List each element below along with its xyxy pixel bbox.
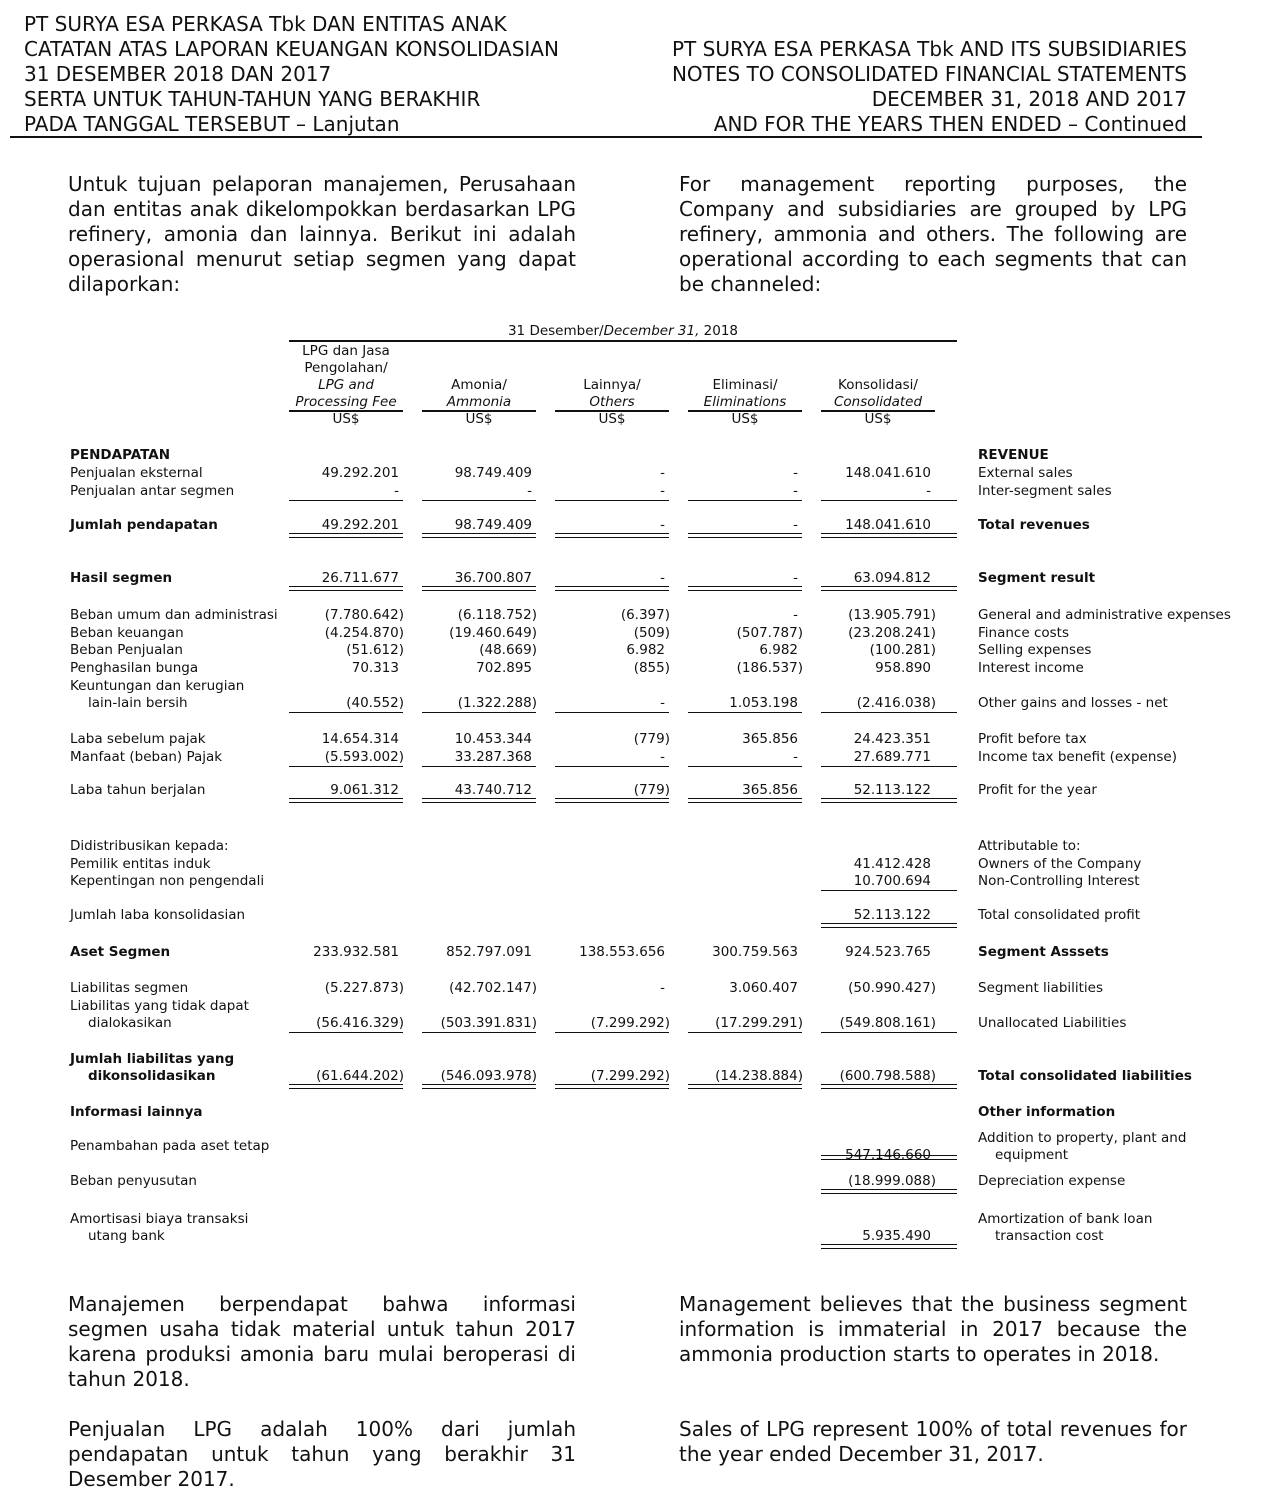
- row-label-en: Addition to property, plant and: [978, 1130, 1187, 1146]
- header-right-line: AND FOR THE YEARS THEN ENDED – Continued: [713, 112, 1187, 136]
- row-value: (61.644.202): [316, 1068, 404, 1084]
- row-value: -: [793, 570, 798, 586]
- row-value: -: [793, 749, 798, 765]
- column-unit: US$: [598, 411, 626, 427]
- total-double-rule: [688, 1084, 802, 1089]
- table-rule: [821, 712, 957, 713]
- header-left-line: PT SURYA ESA PERKASA Tbk DAN ENTITAS ANAK: [24, 12, 507, 36]
- intro-paragraph-id: Untuk tujuan pelaporan manajemen, Perusahaan dan entitas anak dikelompokkan berdasarkan LPG refinery, amonia dan lainnya. Berikut ini adalah operasional menurut setiap segmen yang dapat dilaporkan:: [68, 172, 576, 296]
- row-value: (40.552): [346, 695, 404, 711]
- row-label-id: Liabilitas segmen: [70, 980, 189, 996]
- row-value: 27.689.771: [853, 749, 931, 765]
- row-value: (100.281): [869, 642, 936, 658]
- table-rule: [555, 712, 669, 713]
- total-double-rule: [422, 586, 536, 591]
- row-value: 958.890: [875, 660, 931, 676]
- row-label-id: Informasi lainnya: [70, 1104, 203, 1120]
- row-value: -: [660, 465, 665, 481]
- row-value: (5.227.873): [324, 980, 404, 996]
- row-label-id: PENDAPATAN: [70, 447, 171, 463]
- row-value: 49.292.201: [321, 465, 399, 481]
- table-rule: [688, 766, 802, 767]
- row-label-id: Jumlah pendapatan: [70, 517, 218, 533]
- row-value: 24.423.351: [853, 731, 931, 747]
- header-left-line: SERTA UNTUK TAHUN-TAHUN YANG BERAKHIR: [24, 87, 481, 111]
- row-label-id: Penghasilan bunga: [70, 660, 199, 676]
- row-value: -: [926, 483, 931, 499]
- table-rule: [821, 766, 957, 767]
- row-value: 365.856: [742, 782, 798, 798]
- row-label-id: utang bank: [88, 1228, 165, 1244]
- table-rule: [688, 1032, 802, 1033]
- row-value: 148.041.610: [845, 517, 931, 533]
- row-label-en: equipment: [995, 1147, 1069, 1163]
- row-label-en: External sales: [978, 465, 1073, 481]
- total-double-rule: [422, 798, 536, 803]
- row-value: 9.061.312: [330, 782, 399, 798]
- row-value: 63.094.812: [853, 570, 931, 586]
- table-rule: [422, 500, 536, 501]
- total-double-rule: [821, 1189, 957, 1194]
- row-value: (6.118.752): [457, 607, 537, 623]
- row-label-id: Pemilik entitas induk: [70, 856, 211, 872]
- row-label-en: Total consolidated liabilities: [978, 1068, 1192, 1084]
- table-rule: [688, 712, 802, 713]
- row-value: -: [660, 980, 665, 996]
- row-value: 43.740.712: [454, 782, 532, 798]
- column-header-text: Others: [589, 394, 635, 410]
- row-label-en: REVENUE: [978, 447, 1049, 463]
- row-value: (7.780.642): [324, 607, 404, 623]
- row-label-en: Non-Controlling Interest: [978, 873, 1140, 889]
- row-label-id: Keuntungan dan kerugian: [70, 678, 245, 694]
- row-label-en: Unallocated Liabilities: [978, 1015, 1127, 1031]
- column-header-text: Ammonia: [446, 394, 512, 410]
- row-value: (14.238.884): [715, 1068, 803, 1084]
- table-rule: [422, 1032, 536, 1033]
- row-label-en: General and administrative expenses: [978, 607, 1231, 623]
- row-label-id: dialokasikan: [88, 1015, 172, 1031]
- row-value: (7.299.292): [590, 1068, 670, 1084]
- row-label-id: Jumlah liabilitas yang: [70, 1051, 235, 1067]
- row-value: -: [660, 570, 665, 586]
- row-label-id: Liabilitas yang tidak dapat: [70, 998, 249, 1014]
- row-value: (186.537): [736, 660, 803, 676]
- period-header: [289, 323, 957, 340]
- row-label-id: Amortisasi biaya transaksi: [70, 1211, 249, 1227]
- row-value: 852.797.091: [446, 944, 532, 960]
- row-value: (48.669): [479, 642, 537, 658]
- row-label-id: Laba sebelum pajak: [70, 731, 206, 747]
- row-value: 924.523.765: [845, 944, 931, 960]
- table-rule: [422, 766, 536, 767]
- table-rule: [289, 766, 403, 767]
- row-value: (779): [633, 731, 670, 747]
- header-right-line: DECEMBER 31, 2018 AND 2017: [871, 87, 1187, 111]
- table-rule: [555, 500, 669, 501]
- row-label-id: Beban penyusutan: [70, 1173, 197, 1189]
- row-value: 26.711.677: [321, 570, 399, 586]
- row-value: -: [793, 465, 798, 481]
- total-double-rule: [821, 533, 957, 538]
- row-value: (50.990.427): [848, 980, 936, 996]
- row-label-en: Selling expenses: [978, 642, 1092, 658]
- row-value: (5.593.002): [324, 749, 404, 765]
- row-value: 233.932.581: [313, 944, 399, 960]
- table-rule: [289, 712, 403, 713]
- total-double-rule: [422, 1084, 536, 1089]
- table-rule: [555, 1032, 669, 1033]
- row-label-id: Kepentingan non pengendali: [70, 873, 265, 889]
- row-value: 300.759.563: [712, 944, 798, 960]
- row-label-en: Segment Asssets: [978, 944, 1109, 960]
- row-value: 6.982: [759, 642, 798, 658]
- row-label-en: Segment result: [978, 570, 1096, 586]
- period-label-en: December 31,: [603, 323, 700, 339]
- row-value: (779): [633, 782, 670, 798]
- table-rule: [555, 766, 669, 767]
- row-value: (503.391.831): [440, 1015, 537, 1031]
- period-label-id: 31 Desember/: [507, 323, 604, 339]
- row-value: 138.553.656: [579, 944, 665, 960]
- column-unit: US$: [465, 411, 493, 427]
- row-label-en: Interest income: [978, 660, 1084, 676]
- row-label-id: dikonsolidasikan: [88, 1068, 216, 1084]
- row-value: (13.905.791): [848, 607, 936, 623]
- row-value: 5.935.490: [862, 1228, 931, 1244]
- row-value: 148.041.610: [845, 465, 931, 481]
- total-double-rule: [821, 798, 957, 803]
- row-value: -: [793, 517, 798, 533]
- total-double-rule: [821, 1155, 957, 1160]
- row-value: (56.416.329): [316, 1015, 404, 1031]
- row-value: 41.412.428: [853, 856, 931, 872]
- row-value: (855): [633, 660, 670, 676]
- row-value: -: [394, 483, 399, 499]
- row-label-en: Segment liabilities: [978, 980, 1104, 996]
- row-value: -: [660, 749, 665, 765]
- row-value: (507.787): [736, 625, 803, 641]
- column-header-text: Eliminations: [703, 394, 787, 410]
- row-label-en: Attributable to:: [978, 838, 1081, 854]
- table-rule: [289, 1032, 403, 1033]
- row-value: (549.808.161): [839, 1015, 936, 1031]
- row-value: 98.749.409: [454, 465, 532, 481]
- row-label-en: Total revenues: [978, 517, 1090, 533]
- column-header-text: Consolidated: [833, 394, 923, 410]
- column-header-text: Processing Fee: [295, 394, 397, 410]
- row-label-id: Jumlah laba konsolidasian: [70, 907, 246, 923]
- row-value: 52.113.122: [853, 907, 931, 923]
- total-double-rule: [821, 1244, 957, 1249]
- row-value: -: [527, 483, 532, 499]
- table-rule: [289, 340, 957, 342]
- row-value: (42.702.147): [449, 980, 537, 996]
- header-right-line: NOTES TO CONSOLIDATED FINANCIAL STATEMENTS: [671, 62, 1187, 86]
- row-value: 365.856: [742, 731, 798, 747]
- row-label-id: Laba tahun berjalan: [70, 782, 206, 798]
- row-label-id: Didistribusikan kepada:: [70, 838, 229, 854]
- row-value: 10.453.344: [454, 731, 532, 747]
- row-value: (600.798.588): [839, 1068, 936, 1084]
- row-label-en: transaction cost: [995, 1228, 1104, 1244]
- row-label-id: Penambahan pada aset tetap: [70, 1138, 270, 1154]
- total-double-rule: [289, 1084, 403, 1089]
- period-year: 2018: [699, 323, 739, 339]
- row-value: (546.093.978): [440, 1068, 537, 1084]
- row-value: 702.895: [476, 660, 532, 676]
- header-left-line: CATATAN ATAS LAPORAN KEUANGAN KONSOLIDASIAN: [24, 37, 559, 61]
- table-rule: [422, 712, 536, 713]
- row-value: (17.299.291): [715, 1015, 803, 1031]
- row-label-en: Profit for the year: [978, 782, 1097, 798]
- row-value: 14.654.314: [321, 731, 399, 747]
- table-rule: [821, 890, 957, 891]
- table-rule: [821, 1032, 957, 1033]
- row-value: (509): [633, 625, 670, 641]
- total-double-rule: [821, 1084, 957, 1089]
- total-double-rule: [821, 586, 957, 591]
- table-rule: [688, 500, 802, 501]
- row-value: 70.313: [351, 660, 399, 676]
- row-label-en: Other information: [978, 1104, 1116, 1120]
- row-label-en: Depreciation expense: [978, 1173, 1126, 1189]
- row-value: (23.208.241): [848, 625, 936, 641]
- column-unit: US$: [864, 411, 892, 427]
- total-double-rule: [289, 798, 403, 803]
- total-double-rule: [688, 533, 802, 538]
- total-double-rule: [688, 586, 802, 591]
- row-label-en: Owners of the Company: [978, 856, 1142, 872]
- row-label-id: Penjualan antar segmen: [70, 483, 235, 499]
- row-label-id: Beban Penjualan: [70, 642, 183, 658]
- row-value: (1.322.288): [457, 695, 537, 711]
- row-label-id: Beban keuangan: [70, 625, 184, 641]
- row-label-en: Income tax benefit (expense): [978, 749, 1177, 765]
- row-value: 1.053.198: [729, 695, 798, 711]
- total-double-rule: [289, 533, 403, 538]
- row-label-id: Hasil segmen: [70, 570, 173, 586]
- header-left-line: PADA TANGGAL TERSEBUT – Lanjutan: [24, 112, 400, 136]
- header-left-line: 31 DESEMBER 2018 DAN 2017: [24, 62, 332, 86]
- row-value: 49.292.201: [321, 517, 399, 533]
- row-value: (18.999.088): [848, 1173, 936, 1189]
- column-header-text: LPG dan Jasa: [302, 343, 390, 359]
- row-label-id: Manfaat (beban) Pajak: [70, 749, 223, 765]
- total-double-rule: [688, 798, 802, 803]
- row-value: 98.749.409: [454, 517, 532, 533]
- column-header-text: Eliminasi/: [712, 377, 778, 393]
- row-value: (7.299.292): [590, 1015, 670, 1031]
- total-double-rule: [555, 586, 669, 591]
- total-double-rule: [555, 1084, 669, 1089]
- row-value: 52.113.122: [853, 782, 931, 798]
- column-header-text: Konsolidasi/: [838, 377, 918, 393]
- row-label-en: Amortization of bank loan: [978, 1211, 1153, 1227]
- row-value: -: [660, 483, 665, 499]
- total-double-rule: [422, 533, 536, 538]
- row-value: (51.612): [346, 642, 404, 658]
- row-label-id: Aset Segmen: [70, 944, 171, 960]
- intro-paragraph-en: For management reporting purposes, the Company and subsidiaries are grouped by LPG refinery, ammonia and others. The following are operational according to each segments that can be channeled:: [679, 172, 1187, 296]
- total-double-rule: [555, 533, 669, 538]
- column-header-text: Pengolahan/: [304, 360, 388, 376]
- total-double-rule: [555, 798, 669, 803]
- row-label-en: Inter-segment sales: [978, 483, 1112, 499]
- row-value: 33.287.368: [454, 749, 532, 765]
- row-value: 3.060.407: [729, 980, 798, 996]
- total-double-rule: [289, 586, 403, 591]
- row-value: 6.982: [626, 642, 665, 658]
- row-value: (19.460.649): [449, 625, 537, 641]
- row-label-en: Total consolidated profit: [978, 907, 1141, 923]
- row-value: (2.416.038): [856, 695, 936, 711]
- column-unit: US$: [332, 411, 360, 427]
- total-double-rule: [821, 923, 957, 928]
- row-label-en: Finance costs: [978, 625, 1069, 641]
- column-header-text: Amonia/: [451, 377, 507, 393]
- row-value: 547.146.660: [845, 1147, 931, 1163]
- header-right-line: PT SURYA ESA PERKASA Tbk AND ITS SUBSIDIARIES: [672, 37, 1187, 61]
- row-value: (6.397): [620, 607, 670, 623]
- row-value: 36.700.807: [454, 570, 532, 586]
- note-paragraph-id: Manajemen berpendapat bahwa informasi segmen usaha tidak material untuk tahun 2017 karena produksi amonia baru mulai beroperasi di tahun 2018.: [68, 1292, 576, 1391]
- column-header-text: LPG and: [318, 377, 374, 393]
- note-paragraph-en: Management believes that the business segment information is immaterial in 2017 because the ammonia production starts to operates in 2018.: [679, 1292, 1187, 1366]
- table-rule: [821, 500, 957, 501]
- row-label-en: Other gains and losses - net: [978, 695, 1168, 711]
- row-value: (4.254.870): [324, 625, 404, 641]
- column-unit: US$: [731, 411, 759, 427]
- row-label-en: Profit before tax: [978, 731, 1087, 747]
- row-label-id: Penjualan eksternal: [70, 465, 203, 481]
- row-value: 10.700.694: [853, 873, 931, 889]
- column-header-text: Lainnya/: [583, 377, 641, 393]
- row-value: -: [660, 695, 665, 711]
- row-value: -: [793, 607, 798, 623]
- row-label-id: Beban umum dan administrasi: [70, 607, 278, 623]
- note-paragraph-id: Penjualan LPG adalah 100% dari jumlah pendapatan untuk tahun yang berakhir 31 Desember 2017.: [68, 1417, 576, 1491]
- note-paragraph-en: Sales of LPG represent 100% of total revenues for the year ended December 31, 2017.: [679, 1417, 1187, 1466]
- row-label-id: lain-lain bersih: [88, 695, 188, 711]
- row-value: -: [660, 517, 665, 533]
- table-rule: [289, 500, 403, 501]
- row-value: -: [793, 483, 798, 499]
